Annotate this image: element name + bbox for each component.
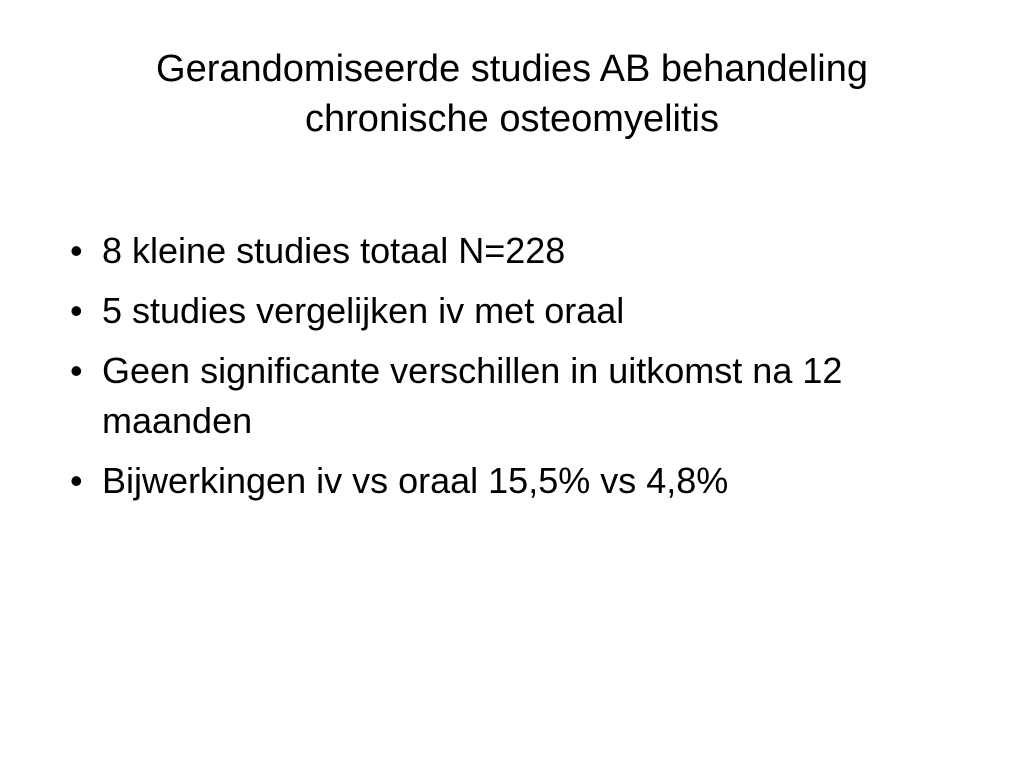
bullet-text-studies-total: 8 kleine studies totaal N=228 xyxy=(102,230,566,271)
bullet-text-no-significant-difference: Geen significante verschillen in uitkomst na 12 maanden xyxy=(102,350,843,441)
bullet-text-iv-vs-oral: 5 studies vergelijken iv met oraal xyxy=(102,290,625,331)
bullet-item-no-significant-difference xyxy=(70,346,950,446)
slide-title-line-1: Gerandomiseerde studies AB behandeling xyxy=(156,48,868,90)
bullet-list xyxy=(70,226,950,516)
bullet-text-side-effects: Bijwerkingen iv vs oraal 15,5% vs 4,8% xyxy=(102,460,729,501)
bullet-point-icon: • xyxy=(70,460,83,501)
slide-title xyxy=(60,44,964,144)
bullet-item-studies-total xyxy=(70,226,950,276)
slide-title-line-2: chronische osteomyelitis xyxy=(305,98,719,140)
bullet-point-icon: • xyxy=(70,290,83,331)
bullet-point-icon: • xyxy=(70,350,83,391)
bullet-item-side-effects xyxy=(70,456,950,506)
bullet-item-iv-vs-oral xyxy=(70,286,950,336)
bullet-point-icon: • xyxy=(70,230,83,271)
